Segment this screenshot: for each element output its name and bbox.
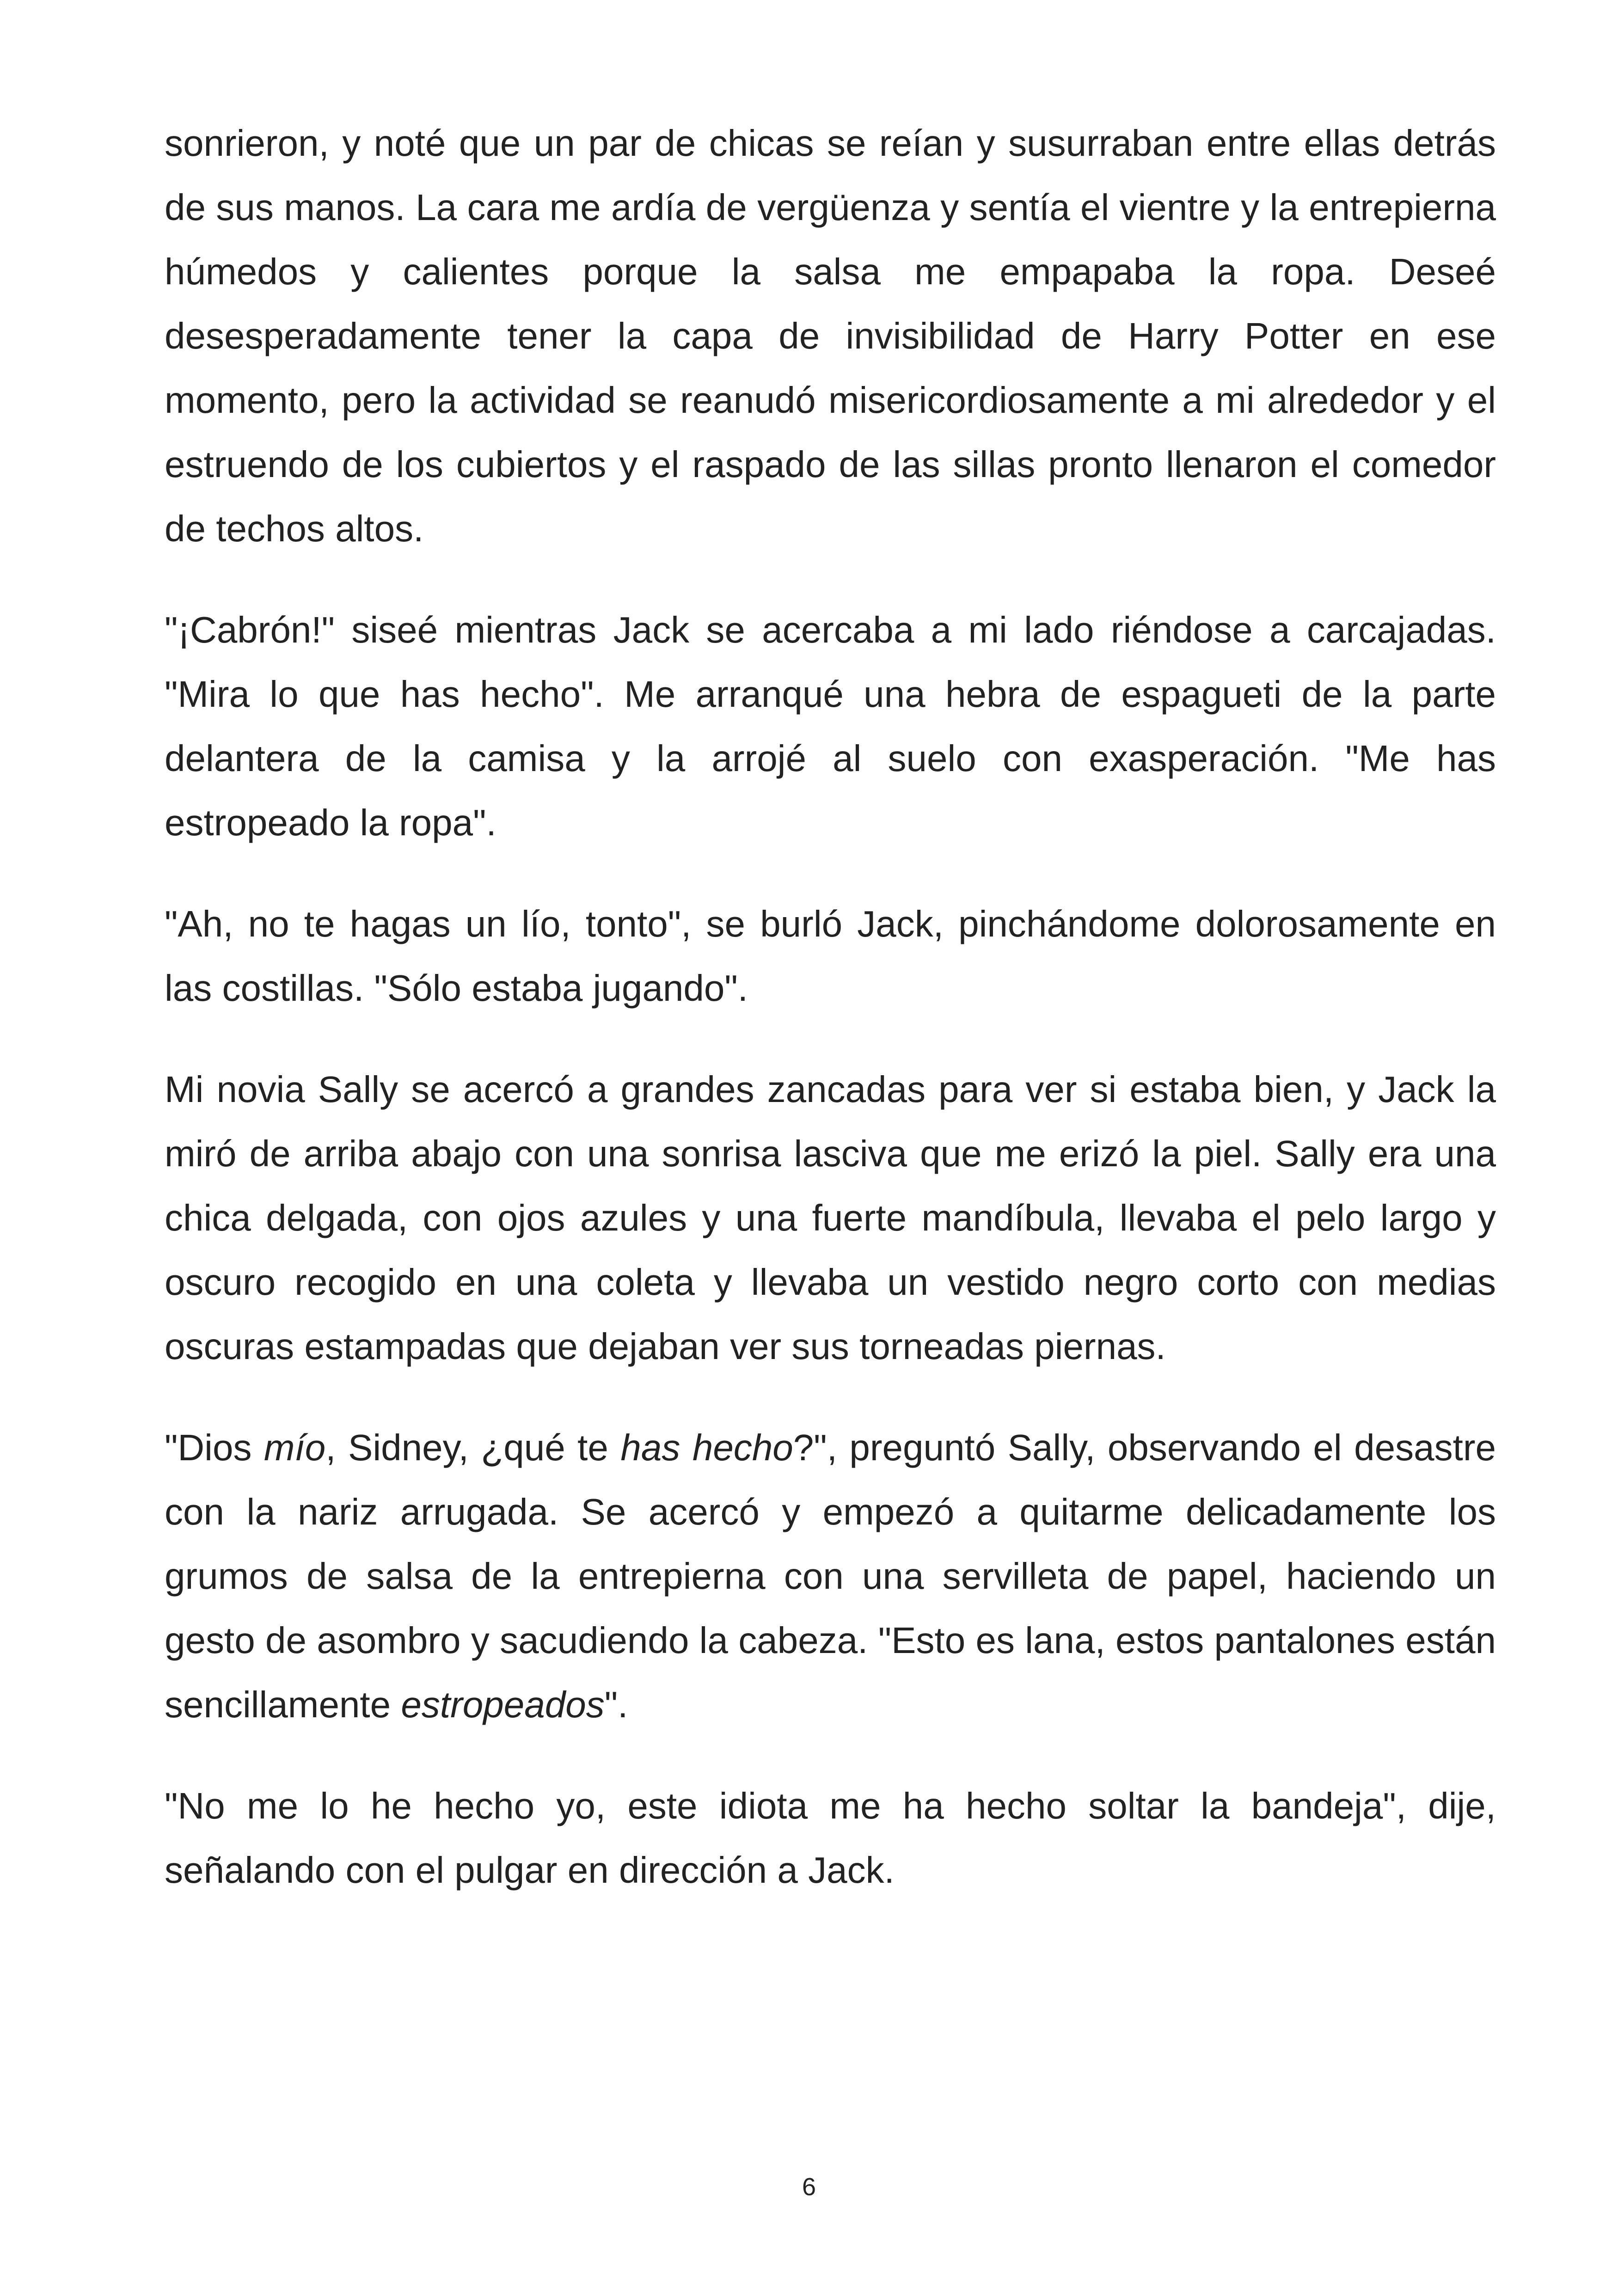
italic-text-run: mío [264,1427,326,1468]
page-number: 6 [802,2173,816,2201]
paragraph [165,892,1496,1020]
text-run: sonrieron, y noté que un par de chicas se reían y susurraban entre ellas detrás de sus manos. La cara me ardía de vergüenza y sentía el vientre y la entrepierna húmedos y calientes porque la salsa me empapaba la ropa. Deseé desesperadamente tener la capa de invisibilidad de Harry Potter en ese momento, pero la actividad se reanudó misericordiosamente a mi alrededor y el estruendo de los cubiertos y el raspado de las sillas pronto llenaron el comedor de techos altos. [165,122,1496,549]
text-run: ". [604,1684,628,1725]
paragraph [165,1774,1496,1902]
text-run: , Sidney, ¿qué te [325,1427,621,1468]
text-run: "No me lo he hecho yo, este idiota me ha hecho soltar la bandeja", dije, señalando con el pulgar en dirección a Jack. [165,1785,1496,1891]
paragraph [165,598,1496,855]
paragraph [165,111,1496,561]
italic-text-run: estropeados [401,1684,605,1725]
text-run: "Dios [165,1427,264,1468]
body-text [165,111,1496,1902]
text-run: "Ah, no te hagas un lío, tonto", se burló Jack, pinchándome dolorosamente en las costillas. "Sólo estaba jugando". [165,903,1496,1009]
text-run: ?", preguntó Sally, observando el desastre con la nariz arrugada. Se acercó y empezó a quitarme delicadamente los grumos de salsa de la entrepierna con una servilleta de papel, haciendo un gesto de asombro y sacudiendo la cabeza. "Esto es lana, estos pantalones están sencillamente [165,1427,1496,1725]
paragraph [165,1057,1496,1378]
paragraph [165,1415,1496,1737]
text-run: "¡Cabrón!" siseé mientras Jack se acercaba a mi lado riéndose a carcajadas. "Mira lo que has hecho". Me arranqué una hebra de espagueti de la parte delantera de la camisa y la arrojé al suelo con exasperación. "Me has estropeado la ropa". [165,609,1496,843]
italic-text-run: has hecho [620,1427,793,1468]
text-run: Mi novia Sally se acercó a grandes zancadas para ver si estaba bien, y Jack la miró de arriba abajo con una sonrisa lasciva que me erizó la piel. Sally era una chica delgada, con ojos azules y una fuerte mandíbula, llevaba el pelo largo y oscuro recogido en una coleta y llevaba un vestido negro corto con medias oscuras estampadas que dejaban ver sus torneadas piernas. [165,1069,1496,1367]
